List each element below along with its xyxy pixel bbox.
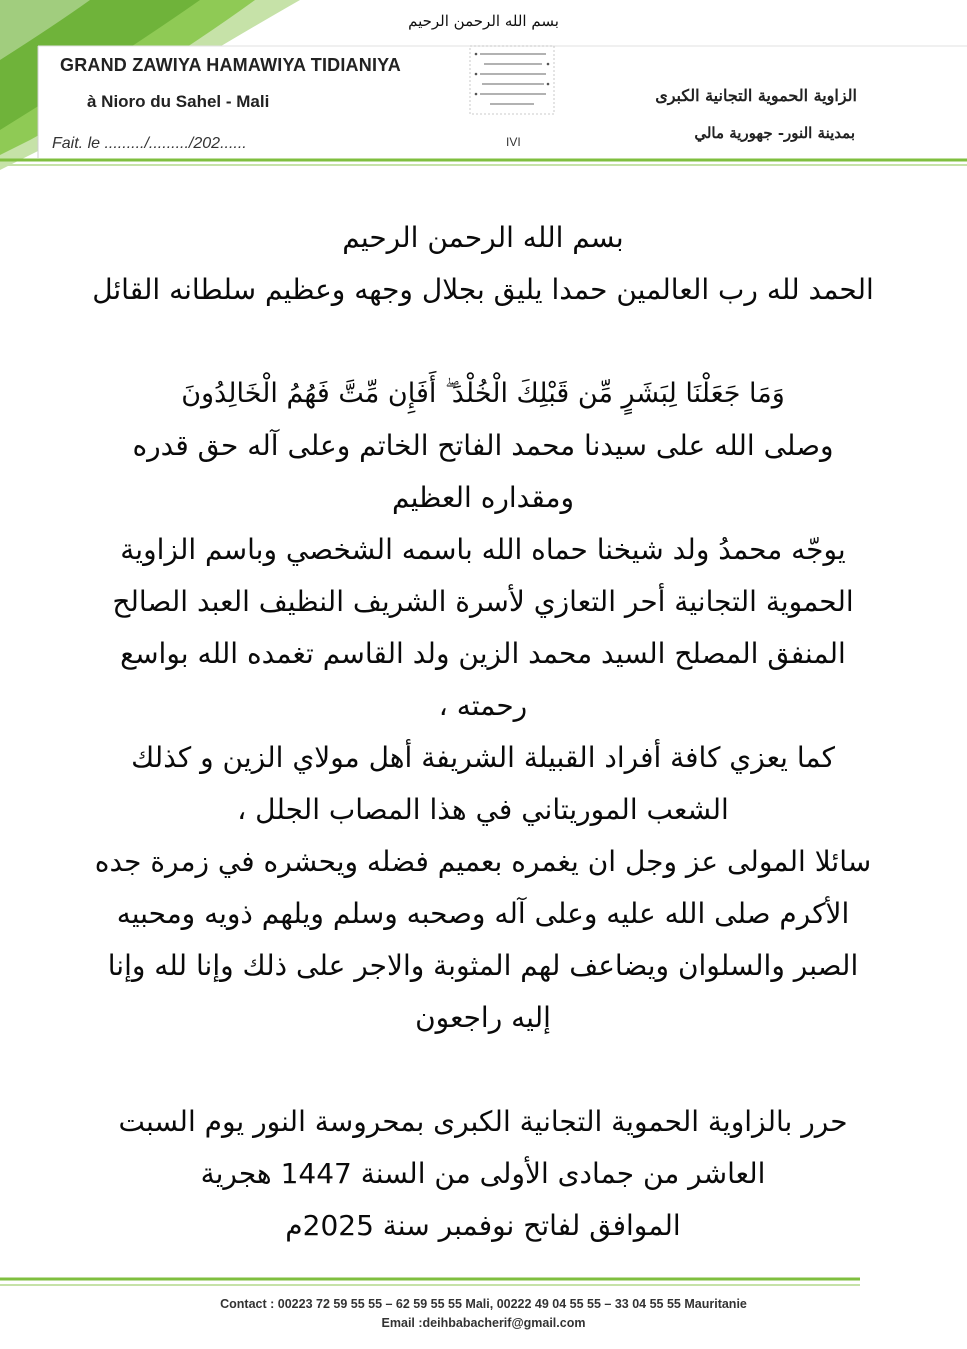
top-basmala: بسم الله الرحمن الرحيم xyxy=(408,12,559,30)
quran-verse: وَمَا جَعَلْنَا لِبَشَرٍ مِّن قَبْلِكَ الْخُلْدَ ۖ أَفَإِن مِّتَّ فَهُمُ الْخَالِدُونَ xyxy=(181,378,785,409)
body-line: وصلى الله على سيدنا محمد الفاتح الخاتم وعلى آله حق قدره xyxy=(132,429,834,462)
org-name-french: GRAND ZAWIYA HAMAWIYA TIDIANIYA xyxy=(60,55,401,75)
letterhead xyxy=(0,0,967,178)
body-line: إليه راجعون xyxy=(415,1001,551,1034)
body-line: الحمد لله رب العالمين حمدا يليق بجلال وجهه وعظيم سلطانه القائل xyxy=(92,273,874,306)
body-line: الموافق لفاتح نوفمبر سنة 2025م xyxy=(285,1209,681,1242)
body-line: سائلا المولى عز وجل ان يغمره بعميم فضله ويحشره في زمرة جده xyxy=(94,845,872,878)
reference-code: IVI xyxy=(506,135,521,149)
org-location-arabic: بمدينة النور- جهورية مالي xyxy=(694,124,855,142)
body-line: كما يعزي كافة أفراد القبيلة الشريفة أهل مولاي الزين و كذلك xyxy=(131,741,835,774)
body-line: العاشر من جمادى الأولى من السنة 1447 هجرية xyxy=(200,1157,766,1190)
body-line: بسم الله الرحمن الرحيم xyxy=(342,221,624,254)
body-line: حرر بالزاوية الحموية التجانية الكبرى بمحروسة النور يوم السبت xyxy=(118,1105,848,1138)
org-name-arabic: الزاوية الحموية التجانية الكبرى xyxy=(655,86,857,105)
body-line: الشعب الموريتاني في هذا المصاب الجلل ، xyxy=(237,793,729,826)
contact-email: Email :deihbabacherif@gmail.com xyxy=(381,1316,586,1330)
body-line: يوجّه محمدُ ولد شيخنا حماه الله باسمه الشخصي وباسم الزاوية xyxy=(120,533,846,566)
letter-body xyxy=(18,212,948,1252)
footer-divider xyxy=(0,1276,967,1290)
body-line: الصبر والسلوان ويضاعف لهم المثوبة والاجر على ذلك وإنا لله وإنا xyxy=(107,949,859,982)
contact-phones: Contact : 00223 72 59 55 55 – 62 59 55 55 Mali, 00222 49 04 55 55 – 33 04 55 55 Mauritanie xyxy=(220,1297,747,1311)
body-line: المنفق المصلح السيد محمد الزين ولد القاسم تغمده الله بواسع xyxy=(120,637,846,670)
body-line: الحموية التجانية أحر التعازي لأسرة الشريف النظيف العبد الصالح xyxy=(112,585,854,618)
seal-stamp-icon xyxy=(468,44,556,116)
body-line: رحمته ، xyxy=(438,689,528,722)
footer-contact xyxy=(0,1297,967,1330)
org-location-french: à Nioro du Sahel - Mali xyxy=(87,92,270,111)
body-line: الأكرم صلى الله عليه وعلى آله وصحبه وسلم ويلهم ذويه ومحبيه xyxy=(116,897,850,930)
date-placeholder: Fait. le ........./........./202...... xyxy=(52,135,247,152)
paragraph-gap xyxy=(18,316,948,368)
paragraph-gap xyxy=(18,1044,948,1096)
body-line: ومقداره العظيم xyxy=(391,481,575,514)
